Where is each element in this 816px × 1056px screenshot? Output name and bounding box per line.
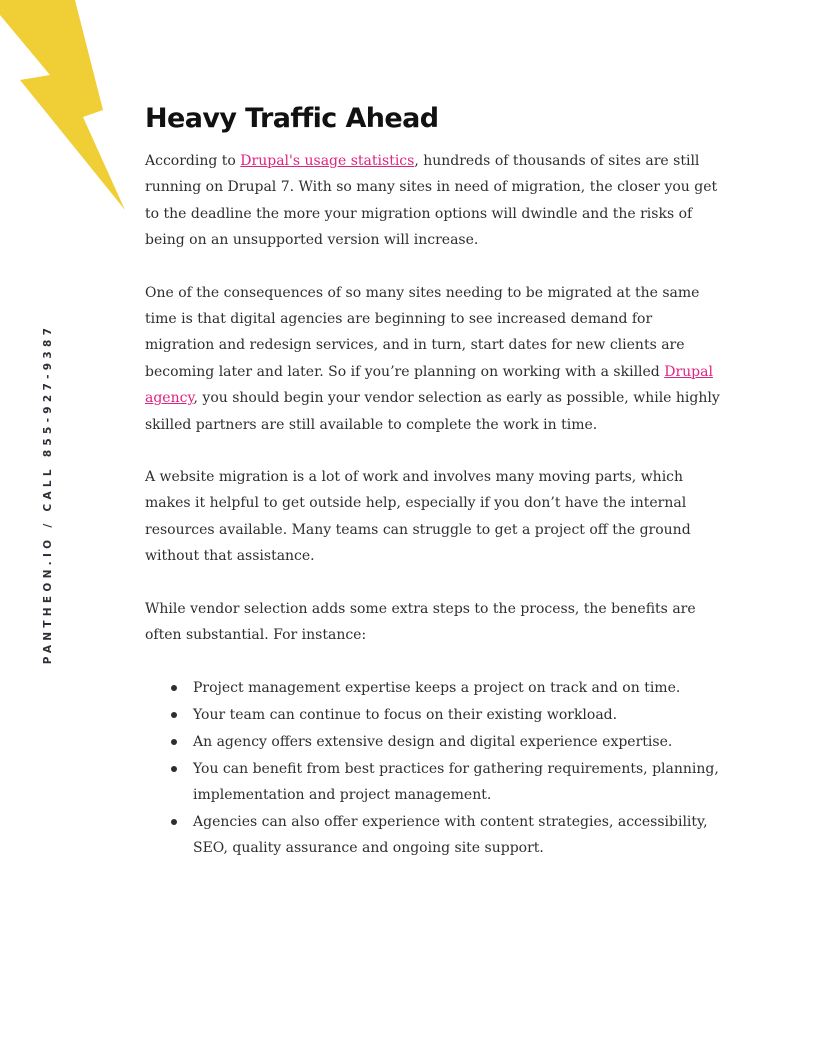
drupal-usage-statistics-link[interactable]: Drupal's usage statistics	[240, 153, 415, 169]
article	[145, 100, 723, 862]
list-item: You can benefit from best practices for gathering requirements, planning, implementation and project management.	[193, 756, 723, 809]
paragraph-1	[145, 148, 723, 254]
drupal-agency-link[interactable]: Drupal agency	[145, 363, 713, 407]
benefits-list	[145, 675, 723, 862]
page-title: Heavy Traffic Ahead	[145, 103, 439, 134]
paragraph-2	[145, 280, 723, 438]
lightning-bolt-icon	[0, 0, 130, 215]
paragraph-text: , hundreds of thousands of sites are still running on Drupal 7. With so many sites in need of migration, the closer you get to the deadline the more your migration options will dwindle and the risks of being on an unsupported version will increase.	[145, 153, 718, 249]
paragraph-text: One of the consequences of so many sites needing to be migrated at the same time is that digital agencies are beginning to see increased demand for migration and redesign services, and in turn, start dates for new clients are becoming later and later. So if you’re planning on working with a skilled	[145, 284, 700, 380]
paragraph-4: While vendor selection adds some extra steps to the process, the benefits are often substantial. For instance:	[145, 600, 696, 644]
list-item: Agencies can also offer experience with content strategies, accessibility, SEO, quality assurance and ongoing site support.	[193, 809, 723, 862]
list-item: Project management expertise keeps a project on track and on time.	[193, 675, 723, 701]
paragraph-text: According to	[145, 153, 241, 169]
paragraph-text: , you should begin your vendor selection as early as possible, while highly skilled partners are still available to complete the work in time.	[145, 390, 720, 433]
sidebar-contact: PANTHEON.IO / CALL 855-927-9387	[42, 323, 54, 665]
list-item: Your team can continue to focus on their existing workload.	[193, 702, 723, 728]
paragraph-3: A website migration is a lot of work and involves many moving parts, which makes it helpful to get outside help, especially if you don’t have the internal resources available. Many teams can struggle to get a project off the ground without that assistance.	[145, 469, 691, 565]
list-item: An agency offers extensive design and digital experience expertise.	[193, 729, 723, 755]
